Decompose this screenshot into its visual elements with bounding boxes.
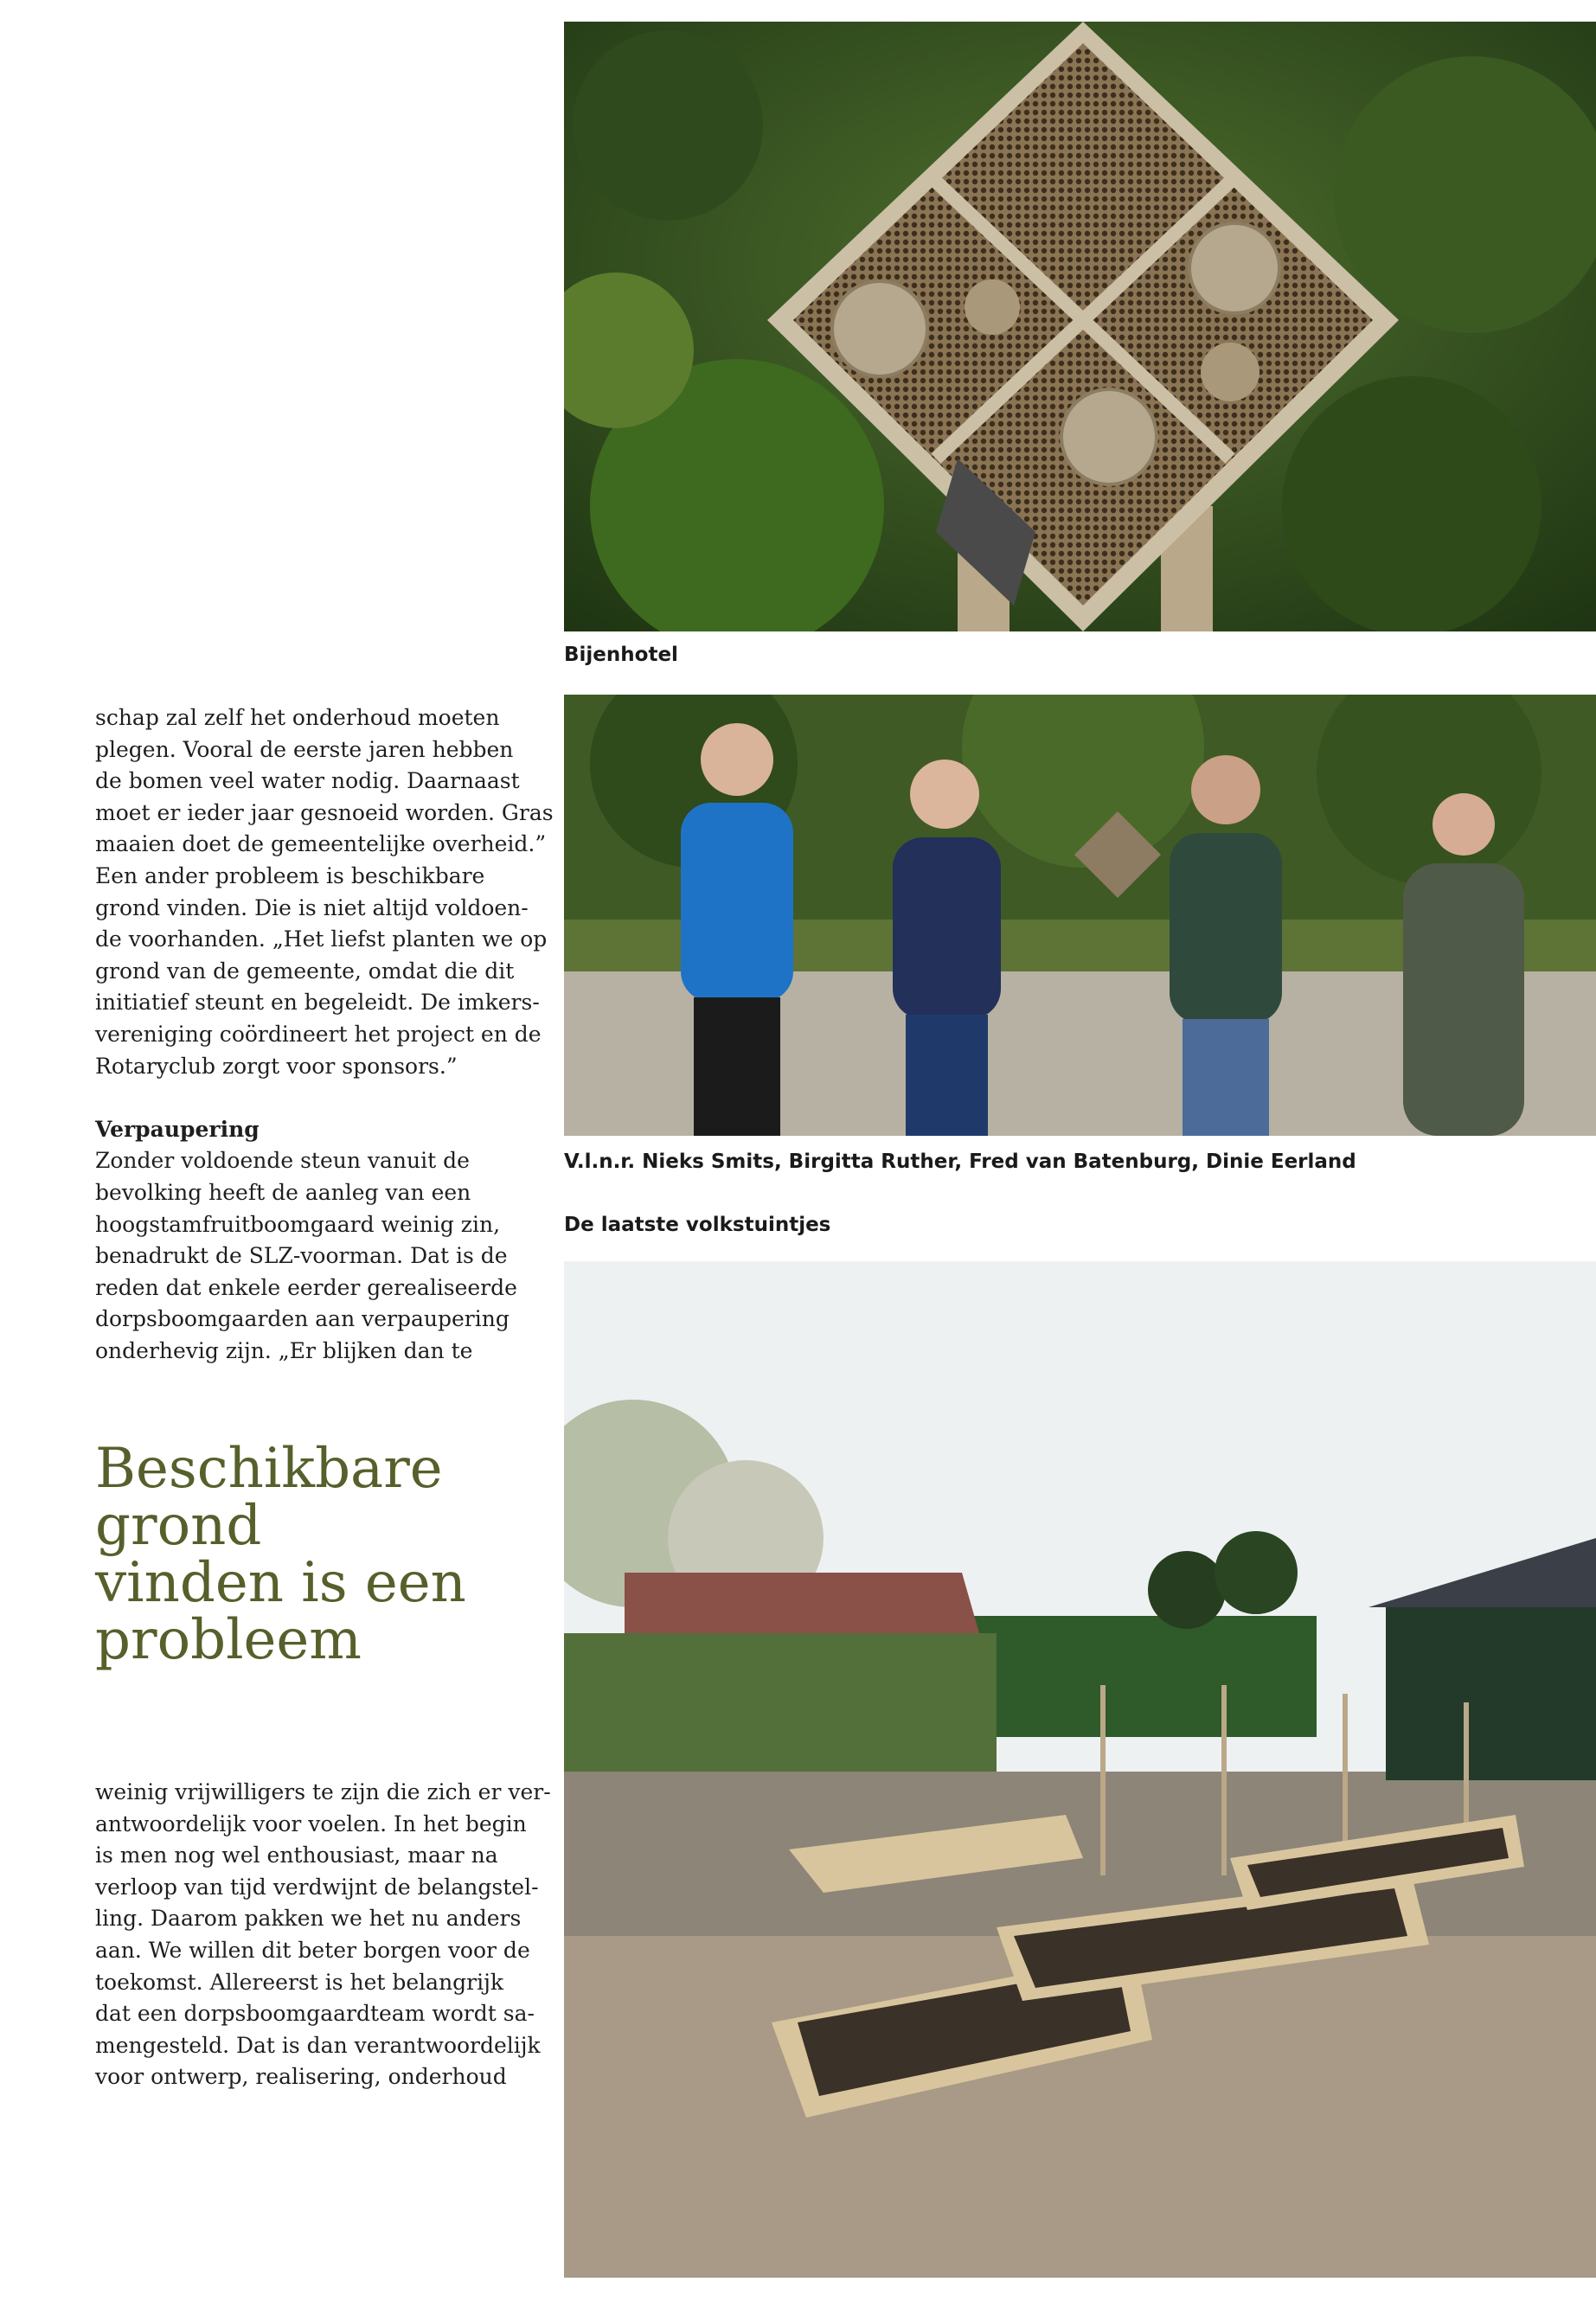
text-line: dat een dorpsboomgaardteam wordt sa- [95,2001,535,2027]
pull-quote-line: vinden is een [95,1551,466,1615]
pull-quote-line: grond [95,1494,262,1558]
text-line: de voorhanden. „Het liefst planten we op [95,926,548,952]
text-line: reden dat enkele eerder gerealiseerde [95,1274,517,1300]
article-column-2 [95,1777,551,2093]
text-line: is men nog wel enthousiast, maar na [95,1843,498,1868]
text-line: toekomst. Allereerst is het belangrijk [95,1969,504,1995]
text-line: ling. Daarom pakken we het nu anders [95,1906,522,1932]
text-line: Een ander probleem is beschikbare [95,862,485,888]
pull-quote-line: probleem [95,1608,362,1672]
text-line: onderhevig zijn. „Er blijken dan te [95,1337,473,1363]
people-caption: V.l.n.r. Nieks Smits, Birgitta Ruther, Fred van Batenburg, Dinie Eerland [564,1150,1356,1173]
bee-hotel-caption: Bijenhotel [564,644,678,666]
article-column-1 [95,702,554,1367]
bee-hotel-photo [564,22,1596,631]
text-line: Rotaryclub zorgt voor sponsors.” [95,1053,458,1079]
text-line: Zonder voldoende steun vanuit de [95,1148,470,1174]
text-line: moet er ieder jaar gesnoeid worden. Gras [95,799,554,825]
text-line: mengesteld. Dat is dan verantwoordelijk [95,2032,541,2058]
text-line: aan. We willen dit beter borgen voor de [95,1937,530,1963]
text-line: bevolking heeft de aanleg van een [95,1179,471,1205]
gardens-photo [564,1261,1596,2278]
text-line: vereniging coördineert het project en de [95,1021,542,1047]
text-line: maaien doet de gemeentelijke overheid.” [95,831,547,857]
gardens-caption: De laatste volkstuintjes [564,1214,831,1236]
text-line: benadrukt de SLZ-voorman. Dat is de [95,1243,508,1269]
text-line: dorpsboomgaarden aan verpaupering [95,1306,510,1332]
people-photo [564,695,1596,1136]
text-line: schap zal zelf het onderhoud moeten [95,705,500,730]
pull-quote [95,1437,580,1672]
text-line: plegen. Vooral de eerste jaren hebben [95,736,514,762]
text-line: voor ontwerp, realisering, onderhoud [95,2064,507,2090]
text-line: verloop van tijd verdwijnt de belangstel- [95,1874,539,1900]
text-line: grond vinden. Die is niet altijd voldoen- [95,894,529,920]
pull-quote-line: Beschikbare [95,1437,443,1501]
text-line: weinig vrijwilligers te zijn die zich er ver- [95,1779,551,1804]
text-line: initiatief steunt en begeleidt. De imkers- [95,990,540,1016]
text-line: de bomen veel water nodig. Daarnaast [95,768,520,794]
subheading: Verpaupering [95,1116,260,1142]
text-line: grond van de gemeente, omdat die dit [95,958,515,984]
text-line: antwoordelijk voor voelen. In het begin [95,1811,527,1836]
text-line: hoogstamfruitboomgaard weinig zin, [95,1211,501,1237]
